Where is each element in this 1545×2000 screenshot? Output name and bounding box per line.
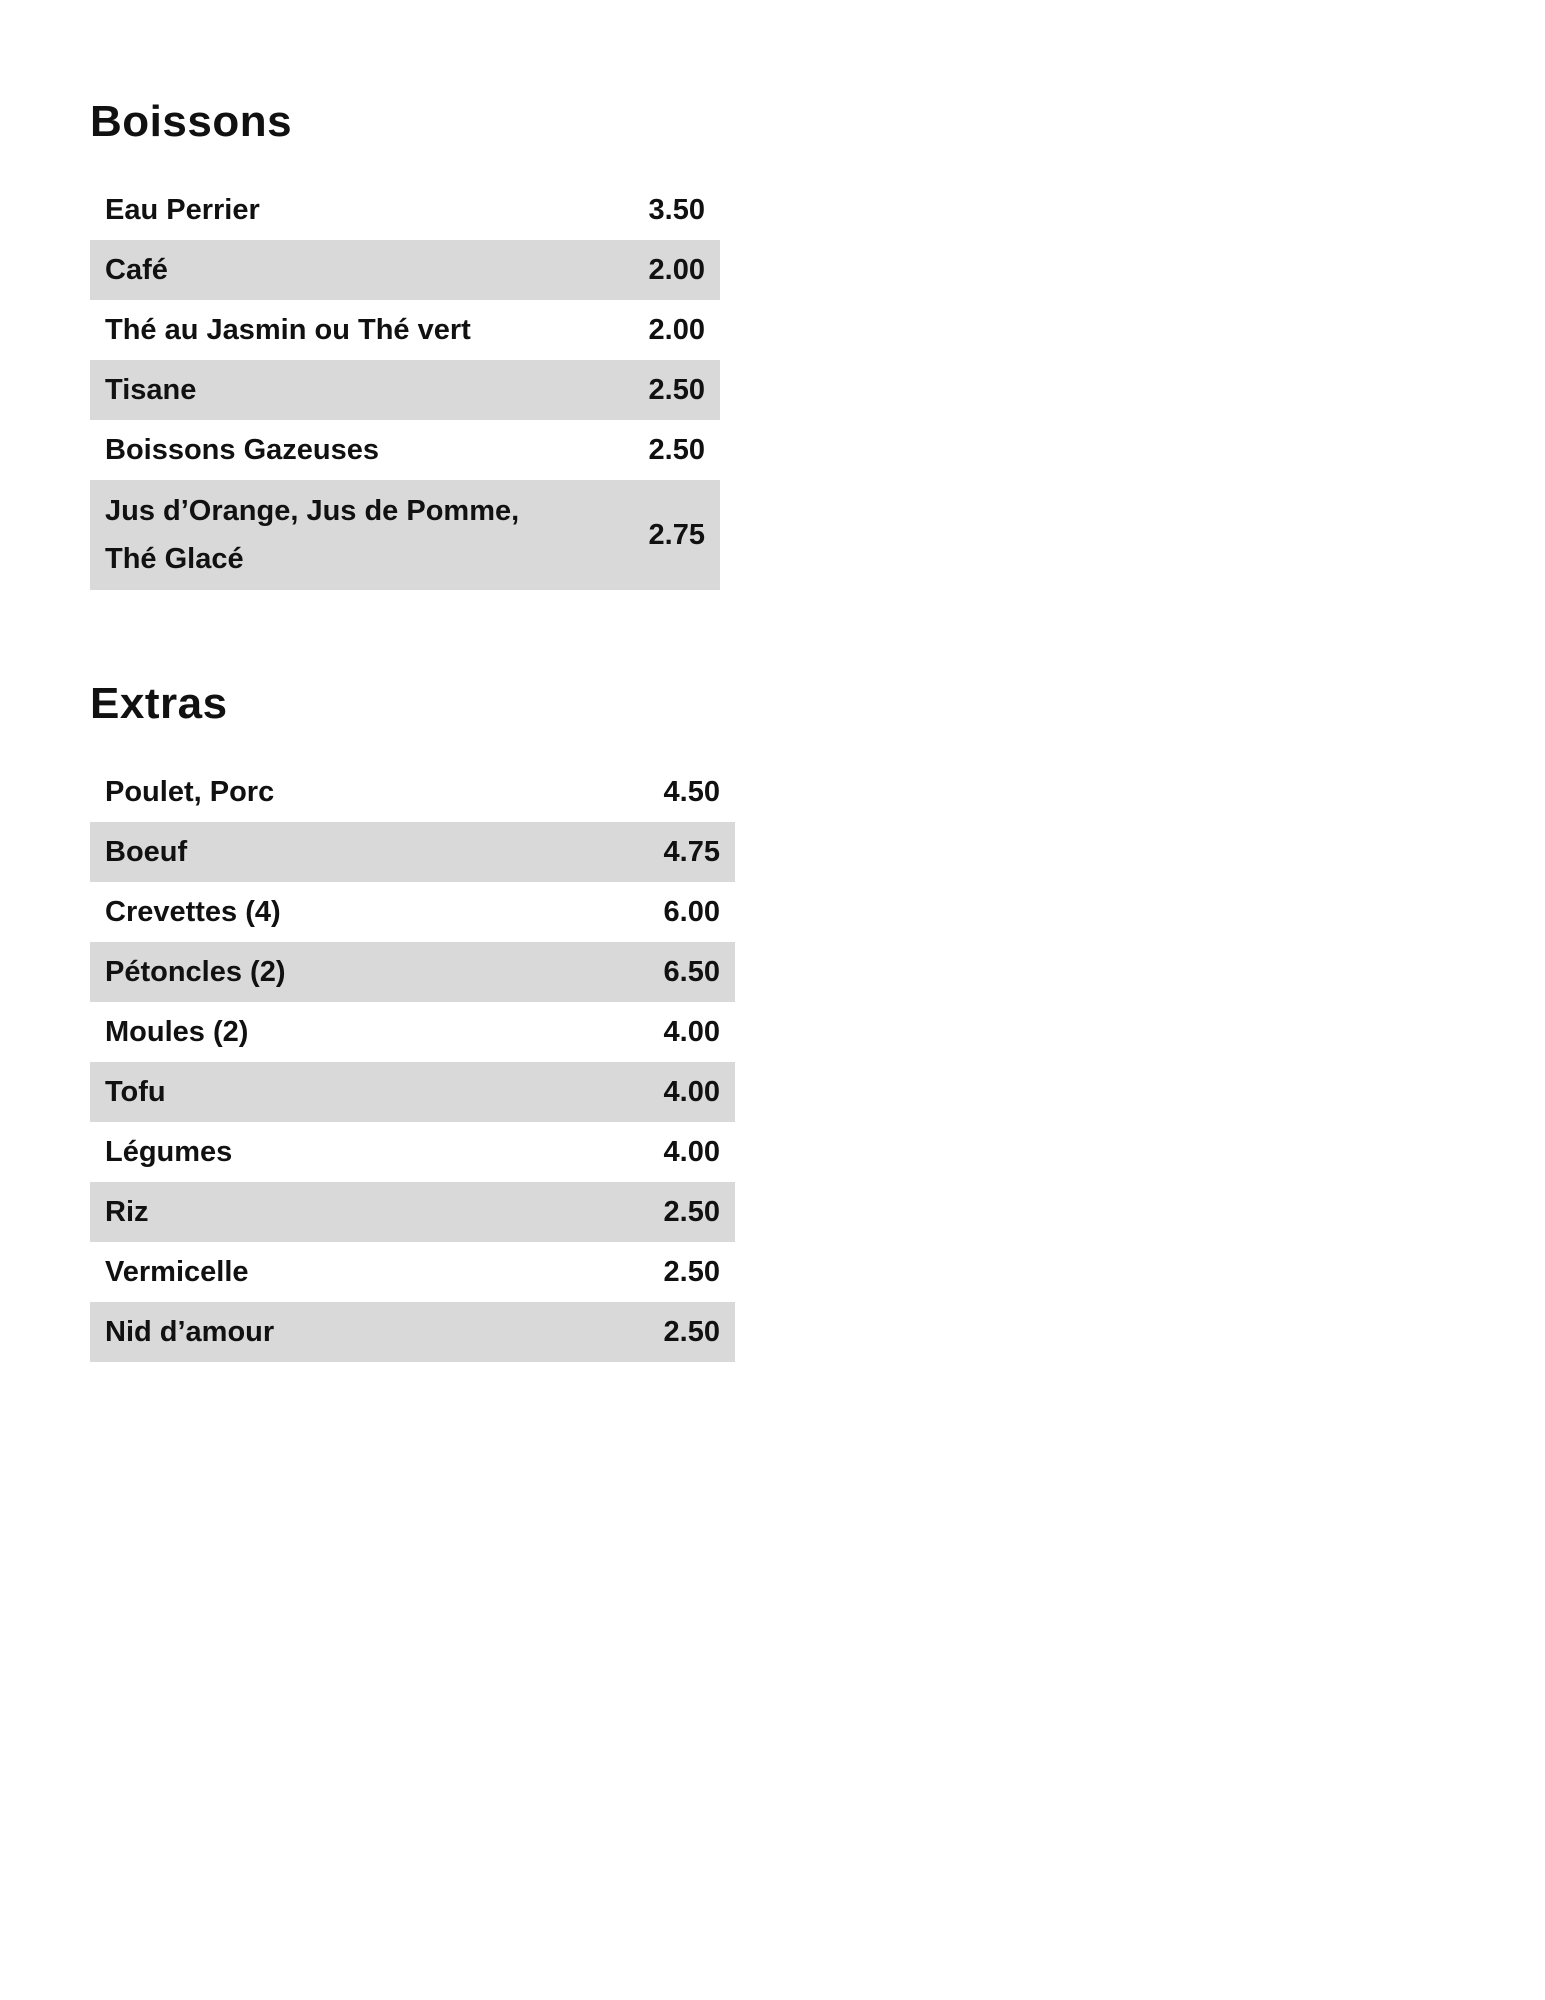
extras-section — [90, 679, 720, 1348]
item-price: 6.00 — [663, 895, 720, 928]
item-name: Thé au Jasmin ou Thé vert — [105, 313, 471, 346]
item-name: Pétoncles (2) — [105, 955, 286, 988]
menu-row-crevettes — [90, 882, 735, 942]
boissons-table — [90, 180, 720, 590]
menu-row-riz — [90, 1182, 735, 1242]
item-name — [105, 487, 649, 583]
menu-row-boeuf — [90, 822, 735, 882]
boissons-section — [90, 97, 705, 575]
menu-row-tofu — [90, 1062, 735, 1122]
menu-row-petoncles — [90, 942, 735, 1002]
item-price: 2.75 — [648, 519, 705, 551]
extras-table — [90, 762, 735, 1362]
item-price: 2.00 — [648, 253, 705, 286]
item-name: Riz — [105, 1195, 149, 1228]
item-price: 2.50 — [648, 373, 705, 406]
item-price: 4.75 — [663, 835, 720, 868]
item-name: Moules (2) — [105, 1015, 249, 1048]
menu-row-poulet-porc — [90, 762, 735, 822]
item-price: 4.50 — [663, 775, 720, 808]
menu-row-boissons-gazeuses — [90, 420, 720, 480]
extras-title: Extras — [90, 679, 228, 728]
item-name: Crevettes (4) — [105, 895, 281, 928]
item-name-line-2: Thé Glacé — [105, 543, 244, 575]
item-price: 4.00 — [663, 1075, 720, 1108]
menu-row-legumes — [90, 1122, 735, 1182]
item-name: Poulet, Porc — [105, 775, 275, 808]
menu-row-the-jasmin — [90, 300, 720, 360]
menu-row-cafe — [90, 240, 720, 300]
item-price: 2.50 — [663, 1255, 720, 1288]
item-name: Eau Perrier — [105, 193, 260, 226]
item-price: 6.50 — [663, 955, 720, 988]
item-price: 2.00 — [648, 313, 705, 346]
menu-row-moules — [90, 1002, 735, 1062]
item-price: 2.50 — [648, 433, 705, 466]
item-name: Nid d’amour — [105, 1315, 275, 1348]
item-name: Boeuf — [105, 835, 188, 868]
item-price: 2.50 — [663, 1195, 720, 1228]
menu-row-eau-perrier — [90, 180, 720, 240]
item-name: Légumes — [105, 1135, 233, 1168]
item-name: Tisane — [105, 373, 197, 406]
menu-row-tisane — [90, 360, 720, 420]
item-name: Boissons Gazeuses — [105, 433, 379, 466]
item-price: 4.00 — [663, 1135, 720, 1168]
item-name: Vermicelle — [105, 1255, 249, 1288]
item-price: 2.50 — [663, 1315, 720, 1348]
item-name: Tofu — [105, 1075, 166, 1108]
menu-row-nid-damour — [90, 1302, 735, 1362]
menu-row-jus — [90, 480, 720, 590]
item-price: 3.50 — [648, 193, 705, 226]
item-name-line-1: Jus d’Orange, Jus de Pomme, — [105, 495, 520, 527]
menu-row-vermicelle — [90, 1242, 735, 1302]
item-price: 4.00 — [663, 1015, 720, 1048]
item-name: Café — [105, 253, 168, 286]
boissons-title: Boissons — [90, 97, 293, 146]
